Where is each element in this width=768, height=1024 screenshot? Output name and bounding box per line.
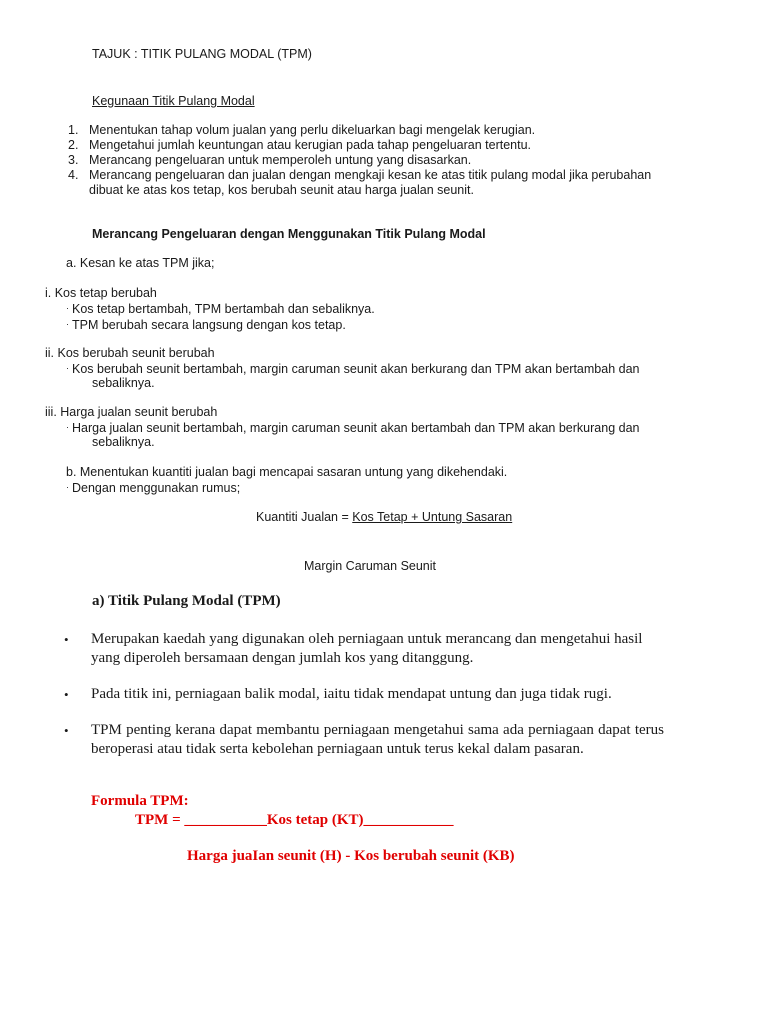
page-title: TAJUK : TITIK PULANG MODAL (TPM) — [92, 47, 312, 61]
bullet-icon: · — [66, 482, 69, 492]
list-number: 2. — [68, 138, 79, 152]
item-ii-bullet-1-cont: sebaliknya. — [92, 376, 155, 390]
bullet-icon: · — [66, 363, 69, 373]
list-text: Merancang pengeluaran dan jualan dengan mengkaji kesan ke atas titik pulang modal jika perubahan dibuat ke atas kos tetap, kos berubah seunit atau harga jualan seunit. — [89, 168, 652, 197]
item-i-bullet-2: · TPM berubah secara langsung dengan kos tetap. — [66, 318, 346, 332]
formula-label: Formula TPM: — [91, 793, 189, 809]
item-iii-label: iii. Harga jualan seunit berubah — [45, 405, 218, 419]
formula-tpm — [135, 812, 454, 829]
list-item — [68, 123, 668, 138]
list-number: 3. — [68, 153, 79, 167]
bullet-text: Merupakan kaedah yang digunakan oleh perniagaan untuk merancang dan mengetahui hasil yang diperoleh bersamaan dengan jumlah kos yang ditanggung. — [91, 631, 643, 666]
kegunaan-list — [68, 123, 668, 198]
item-ii-label: ii. Kos berubah seunit berubah — [45, 346, 215, 360]
list-number: 1. — [68, 123, 79, 137]
bullet-icon: · — [66, 319, 69, 329]
list-item — [64, 685, 664, 704]
bullet-text: Pada titik ini, perniagaan balik modal, iaitu tidak mendapat untung dan juga tidak rugi. — [91, 686, 612, 702]
list-text: Merancang pengeluaran untuk memperoleh untung yang disasarkan. — [89, 153, 472, 167]
rumus-numerator: Kos Tetap + Untung Sasaran — [352, 510, 513, 524]
formula-numerator: ___________Kos tetap (KT)____________ — [184, 812, 454, 828]
list-text: Mengetahui jumlah keuntungan atau kerugian pada tahap pengeluaran tertentu. — [89, 138, 532, 152]
item-iii-bullet-1-cont: sebaliknya. — [92, 435, 155, 449]
formula-denominator: Harga juaIan seunit (H) - Kos berubah seunit (KB) — [187, 848, 515, 864]
list-item — [64, 721, 664, 759]
section-tpm-heading: a) Titik Pulang Modal (TPM) — [92, 593, 281, 609]
rumus-kuantiti — [256, 510, 512, 525]
bullet-icon: • — [64, 723, 69, 738]
rumus-denominator: Margin Caruman Seunit — [304, 559, 437, 573]
bullet-text: TPM penting kerana dapat membantu perniagaan mengetahui sama ada perniagaan dapat terus beroperasi atau tidak serta kebolehan perniagaan untuk terus kekal dalam pasaran. — [91, 722, 664, 757]
section-b-label: b. Menentukan kuantiti jualan bagi mencapai sasaran untung yang dikehendaki. — [66, 465, 508, 479]
section-b-bullet-1: · Dengan menggunakan rumus; — [66, 481, 241, 495]
bullet-icon: • — [64, 687, 69, 702]
list-number: 4. — [68, 168, 79, 182]
item-i-bullet-1: · Kos tetap bertambah, TPM bertambah dan sebaliknya. — [66, 302, 375, 316]
bullet-icon: • — [64, 632, 69, 647]
merancang-heading: Merancang Pengeluaran dengan Menggunakan Titik Pulang Modal — [92, 227, 486, 241]
list-item — [64, 630, 664, 668]
list-item — [68, 168, 668, 198]
formula-lhs: TPM = — [135, 812, 185, 828]
item-ii-bullet-1: · Kos berubah seunit bertambah, margin caruman seunit akan berkurang dan TPM akan bertambah dan — [66, 362, 640, 376]
section-a-label: a. Kesan ke atas TPM jika; — [66, 256, 215, 270]
bullet-icon: · — [66, 422, 69, 432]
kegunaan-heading: Kegunaan Titik Pulang Modal — [92, 94, 255, 108]
item-iii-bullet-1: · Harga jualan seunit bertambah, margin caruman seunit akan bertambah dan TPM akan berkurang dan — [66, 421, 640, 435]
list-item — [68, 153, 668, 168]
bullet-icon: · — [66, 303, 69, 313]
item-i-label: i. Kos tetap berubah — [45, 286, 157, 300]
list-item — [68, 138, 668, 153]
rumus-lhs: Kuantiti Jualan = — [256, 510, 353, 524]
list-text: Menentukan tahap volum jualan yang perlu dikeluarkan bagi mengelak kerugian. — [89, 123, 536, 137]
